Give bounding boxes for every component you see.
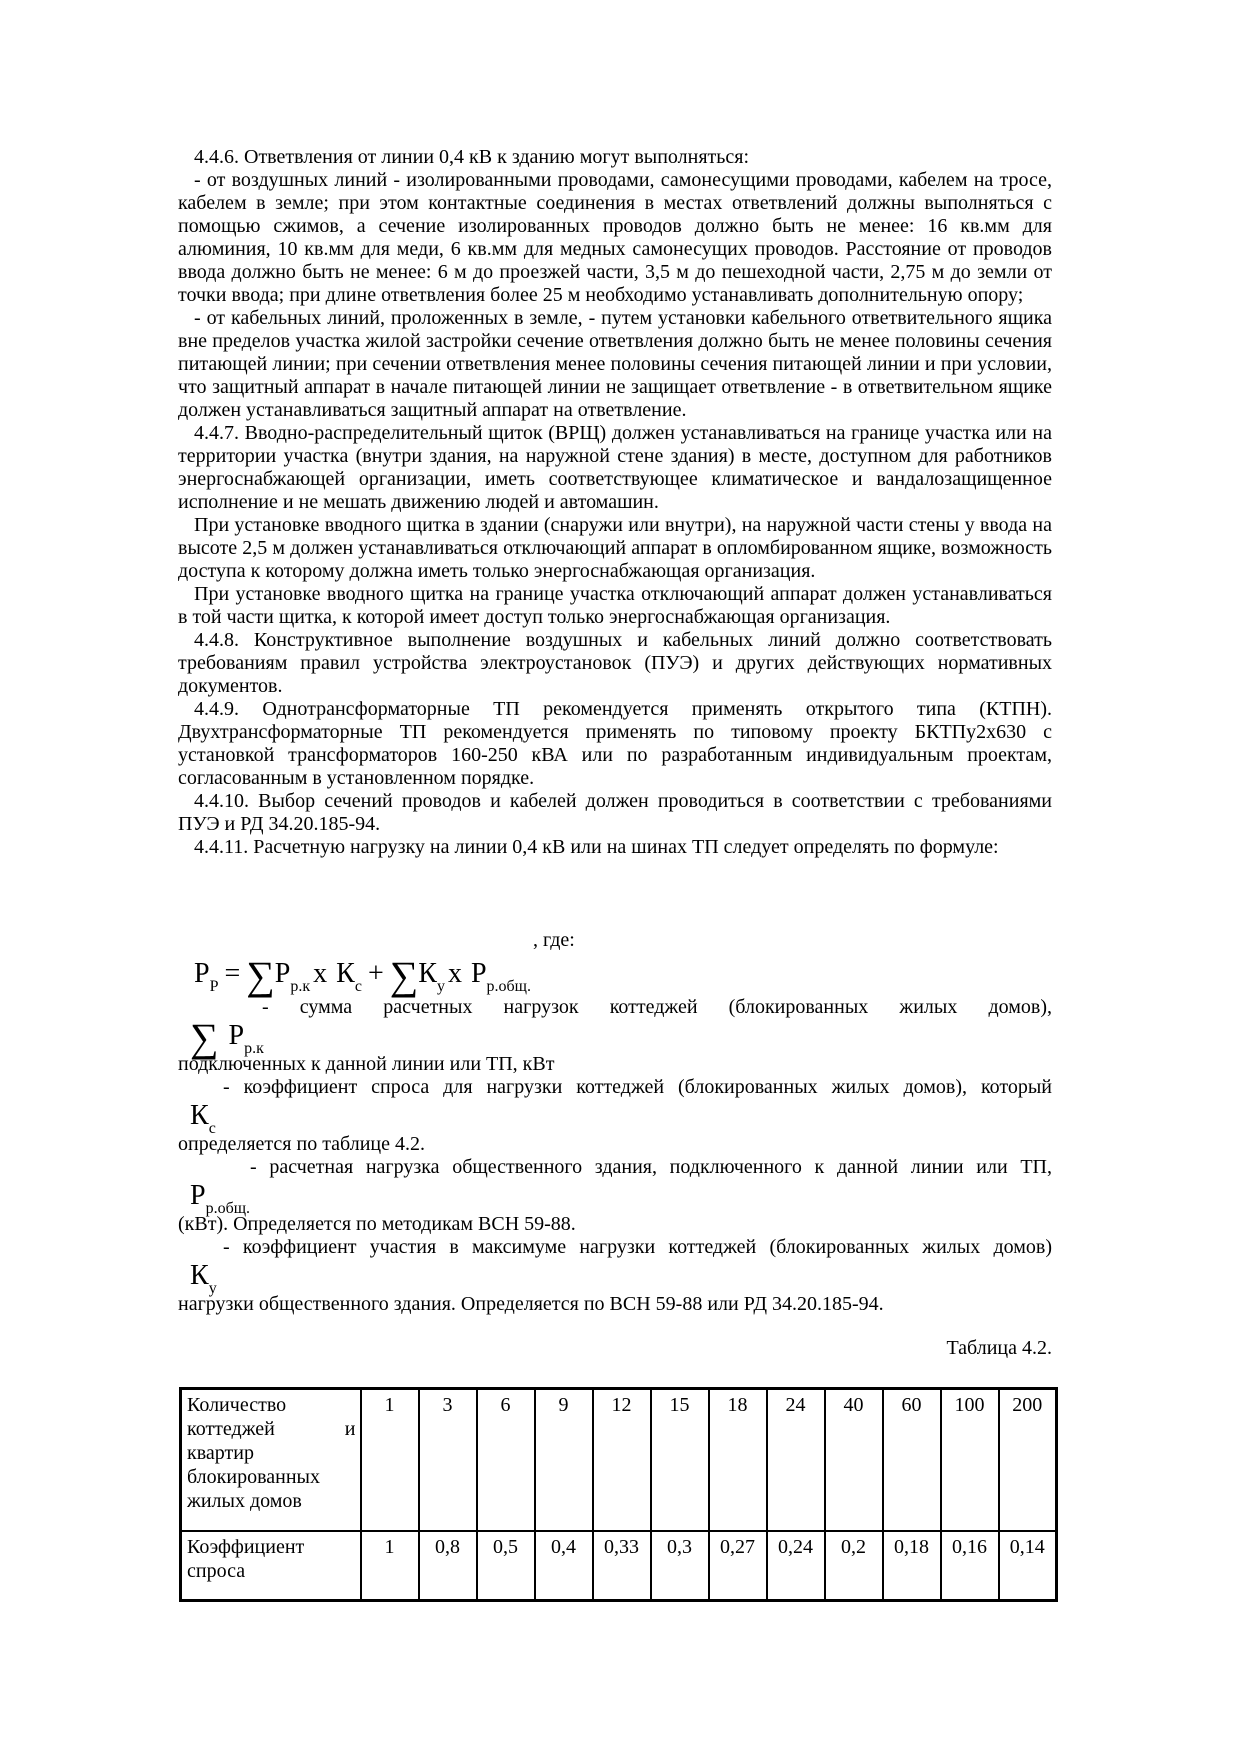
formula-term-2: $К_с$ — [336, 958, 362, 995]
definition-sum-desc: - сумма расчетных нагрузок коттеджей (блокированных жилых домов), — [262, 996, 1052, 1018]
value-cell: 0,8 — [419, 1531, 477, 1601]
col-header-cell: 18 — [709, 1389, 767, 1532]
where-label: , где: — [533, 929, 575, 951]
paragraph-4-4-8: 4.4.8. Конструктивное выполнение воздушных и кабельных линий должно соответствовать требованиям правил устройства электроустановок (ПУЭ) и других действующих нормативных документов. — [178, 629, 1052, 697]
col-header-cell: 100 — [941, 1389, 999, 1532]
equals-sign: = — [224, 958, 241, 989]
paragraph-input-panel-border: При установке вводного щитка на границе участка отключающий аппарат должен устанавливаться в той части щитка, к которой имеет доступ только энергоснабжающая организация. — [178, 583, 1052, 628]
load-formula — [178, 952, 1052, 996]
paragraph-input-panel-building: При установке вводного щитка в здании (снаружи или внутри), на наружной части стены у ввода на высоте 2,5 м должен устанавливаться отключающий аппарат в опломбированном ящике, возможность доступа к которому должна иметь только энергоснабжающая организация. — [178, 514, 1052, 582]
col-header-cell: 1 — [361, 1389, 419, 1532]
col-header-cell: 60 — [883, 1389, 941, 1532]
paragraph-4-4-6: 4.4.6. Ответвления от линии 0,4 кВ к зданию могут выполняться: — [194, 146, 750, 168]
value-cell: 0,4 — [535, 1531, 593, 1601]
value-cell: 0,5 — [477, 1531, 535, 1601]
definition-ku-continuation: нагрузки общественного здания. Определяется по ВСН 59-88 или РД 34.20.185-94. — [178, 1293, 884, 1315]
table-row-label: Коэффициент спроса — [181, 1531, 361, 1601]
definition-pobsh-continuation: (кВт). Определяется по методикам ВСН 59-88. — [178, 1213, 576, 1235]
formula-term-4: $Р_{р.общ.}$ — [470, 958, 531, 995]
value-cell: 0,18 — [883, 1531, 941, 1601]
value-cell: 0,2 — [825, 1531, 883, 1601]
value-cell: 0,14 — [999, 1531, 1057, 1601]
table-header-row — [181, 1389, 1057, 1532]
value-cell: 0,3 — [651, 1531, 709, 1601]
definition-pobsh-desc: - расчетная нагрузка общественного здания, подключенного к данной линии или ТП, — [250, 1156, 1052, 1178]
paragraph-4-4-11: 4.4.11. Расчетную нагрузку на линии 0,4 кВ или на шинах ТП следует определять по формуле: — [194, 836, 999, 858]
paragraph-4-4-9: 4.4.9. Однотрансформаторные ТП рекомендуется применять открытого типа (КТПН). Двухтрансформаторные ТП рекомендуется применять по типовому проекту БКТПу2х630 с установкой трансформаторов 160-250 кВА или по разработанным индивидуальным проектам, согласованным в установленном порядке. — [178, 698, 1052, 789]
value-cell: 0,16 — [941, 1531, 999, 1601]
table-caption: Таблица 4.2. — [946, 1337, 1052, 1359]
definition-sum-continuation: подключенных к данной линии или ТП, кВт — [178, 1053, 555, 1075]
paragraph-cable-lines: - от кабельных линий, проложенных в земле, - путем установки кабельного ответвительного ящика вне пределов участка жилой застройки сечение ответвления должно быть не менее половины сечения питающей линии; при сечении ответвления менее половины сечения питающей линии и при условии, что защитный аппарат в начале питающей линии не защищает ответвление - в ответвительном ящике должен устанавливаться защитный аппарат на ответвление. — [178, 307, 1052, 421]
formula-section — [178, 929, 1052, 1316]
col-header-cell: 3 — [419, 1389, 477, 1532]
paragraph-4-4-10: 4.4.10. Выбор сечений проводов и кабелей должен проводиться в соответствии с требованиями ПУЭ и РД 34.20.185-94. — [178, 790, 1052, 835]
table-value-row — [181, 1531, 1057, 1601]
value-cell: 1 — [361, 1531, 419, 1601]
paragraph-4-4-7: 4.4.7. Вводно-распределительный щиток (ВРЩ) должен устанавливаться на границе участка или на территории участка (внутри здания, на наружной стене здания) в месте, доступном для работников энергоснабжающей организации, иметь соответствующее климатическое и вандалозащищенное исполнение и не мешать движению людей и автомашин. — [178, 422, 1052, 513]
definition-kc-continuation: определяется по таблице 4.2. — [178, 1133, 425, 1155]
paragraph-overhead-lines: - от воздушных линий - изолированными проводами, самонесущими проводами, кабелем на тросе, кабелем в земле; при этом контактные соединения в местах ответвлений должны выполняться с помощью сжимов, а сечение изолированных проводов должно быть не менее: 16 кв.мм для алюминия, 10 кв.мм для меди, 6 кв.мм для медных самонесущих проводов. Расстояние от проводов ввода должно быть не менее: 6 м до проезжей части, 3,5 м до пешеходной части, 2,75 м до земли от точки ввода; при длине ответвления более 25 м необходимо устанавливать дополнительную опору; — [178, 169, 1052, 306]
plus-sign: + — [367, 958, 384, 989]
body-text — [178, 146, 1052, 859]
definition-kc-symbol: $К_с$ — [190, 1100, 216, 1137]
multiply-sign: х — [313, 958, 328, 989]
formula-term-1: $Р_{р.к}$ — [274, 958, 311, 995]
multiply-sign: х — [447, 958, 462, 989]
definition-ku-desc: - коэффициент участия в максимуме нагрузки коттеджей (блокированных жилых домов) — [223, 1236, 1052, 1258]
table-header-label: Количество коттеджей и квартир блокированных жилых домов — [181, 1389, 361, 1532]
definition-kc-desc: - коэффициент спроса для нагрузки коттеджей (блокированных жилых домов), который — [223, 1076, 1052, 1098]
formula-term-3: $К_у$ — [418, 958, 445, 995]
col-header-cell: 9 — [535, 1389, 593, 1532]
definition-sum-symbol: ∑ $Р_{р.к}$ — [190, 1015, 264, 1060]
col-header-cell: 200 — [999, 1389, 1057, 1532]
value-cell: 0,27 — [709, 1531, 767, 1601]
sum-symbol: ∑ — [389, 953, 419, 998]
col-header-cell: 12 — [593, 1389, 651, 1532]
sum-symbol: ∑ — [246, 953, 275, 998]
formula-lhs: $Р_Р$ — [194, 958, 219, 995]
value-cell: 0,24 — [767, 1531, 825, 1601]
value-cell: 0,33 — [593, 1531, 651, 1601]
demand-coefficient-table — [179, 1387, 1058, 1602]
col-header-cell: 24 — [767, 1389, 825, 1532]
col-header-cell: 40 — [825, 1389, 883, 1532]
col-header-cell: 6 — [477, 1389, 535, 1532]
definition-ku-symbol: $К_у$ — [190, 1260, 217, 1297]
definition-pobsh-symbol: $Р_{р.общ.}$ — [190, 1180, 251, 1217]
col-header-cell: 15 — [651, 1389, 709, 1532]
